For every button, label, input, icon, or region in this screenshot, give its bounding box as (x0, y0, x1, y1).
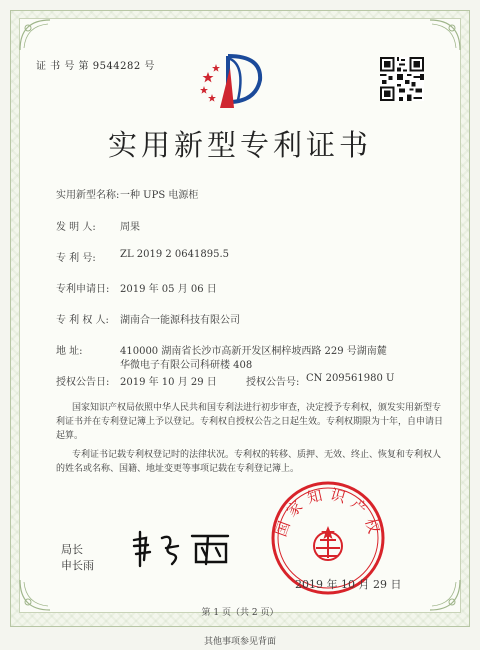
field-label-address: 地 址: (56, 346, 83, 357)
field-label-patentee: 专 利 权 人: (56, 315, 109, 326)
page-number: 第 1 页（共 2 页） (201, 608, 279, 618)
field-label-patent-number: 专 利 号: (56, 253, 96, 264)
seal-text: 国家知识产权 (271, 485, 385, 542)
grant-pub-label: 授权公告号: (246, 377, 300, 388)
field-value-filing-date: 2019 年 05 月 06 日 (120, 284, 217, 295)
field-value-address-line1: 410000 湖南省长沙市高新开发区桐梓坡西路 229 号湖南麓 (120, 346, 387, 357)
corner-ornament-top-right (428, 18, 462, 52)
field-value-address-line2: 华微电子有限公司科研楼 408 (120, 360, 253, 371)
field-value-patent-number: ZL 2019 2 0641895.5 (120, 249, 230, 260)
back-note: 其他事项参见背面 (203, 637, 276, 647)
qr-code-icon (380, 57, 424, 101)
field-label-inventor: 发 明 人: (56, 222, 96, 233)
seal-date: 2019 年 10 月 29 日 (295, 578, 402, 591)
field-value-name: 一种 UPS 电源柜 (120, 190, 199, 201)
corner-ornament-top-left (18, 18, 52, 52)
patent-office-logo-icon (198, 50, 266, 112)
certificate-number: 证 书 号 第 9544282 号 (36, 61, 155, 72)
handwritten-signature (128, 528, 248, 568)
grant-date-value: 2019 年 10 月 29 日 (120, 377, 217, 388)
statement-paragraph-1: 国家知识产权局依照中华人民共和国专利法进行初步审查，决定授予专利权，颁发实用新型专利证书并在专利登记簿上予以登记。专利权自授权公告之日起生效。专利权期限为十年，自申请日起算。 (56, 403, 444, 441)
statement-paragraph-2: 专利证书记载专利权登记时的法律状况。专利权的转移、质押、无效、终止、恢复和专利权人的姓名或名称、国籍、地址变更等事项记载在专利登记簿上。 (56, 450, 442, 474)
field-value-patentee: 湖南合一能源科技有限公司 (120, 315, 240, 326)
field-label-filing-date: 专利申请日: (56, 284, 110, 295)
certificate-title: 实用新型专利证书 (107, 128, 372, 162)
grant-date-label: 授权公告日: (56, 377, 110, 388)
grant-pub-value: CN 209561980 U (306, 373, 395, 384)
field-label-name: 实用新型名称: (56, 190, 120, 201)
signature-name: 申长雨 (61, 559, 94, 572)
signature-title: 局长 (61, 543, 83, 556)
field-value-inventor: 周果 (120, 222, 140, 233)
